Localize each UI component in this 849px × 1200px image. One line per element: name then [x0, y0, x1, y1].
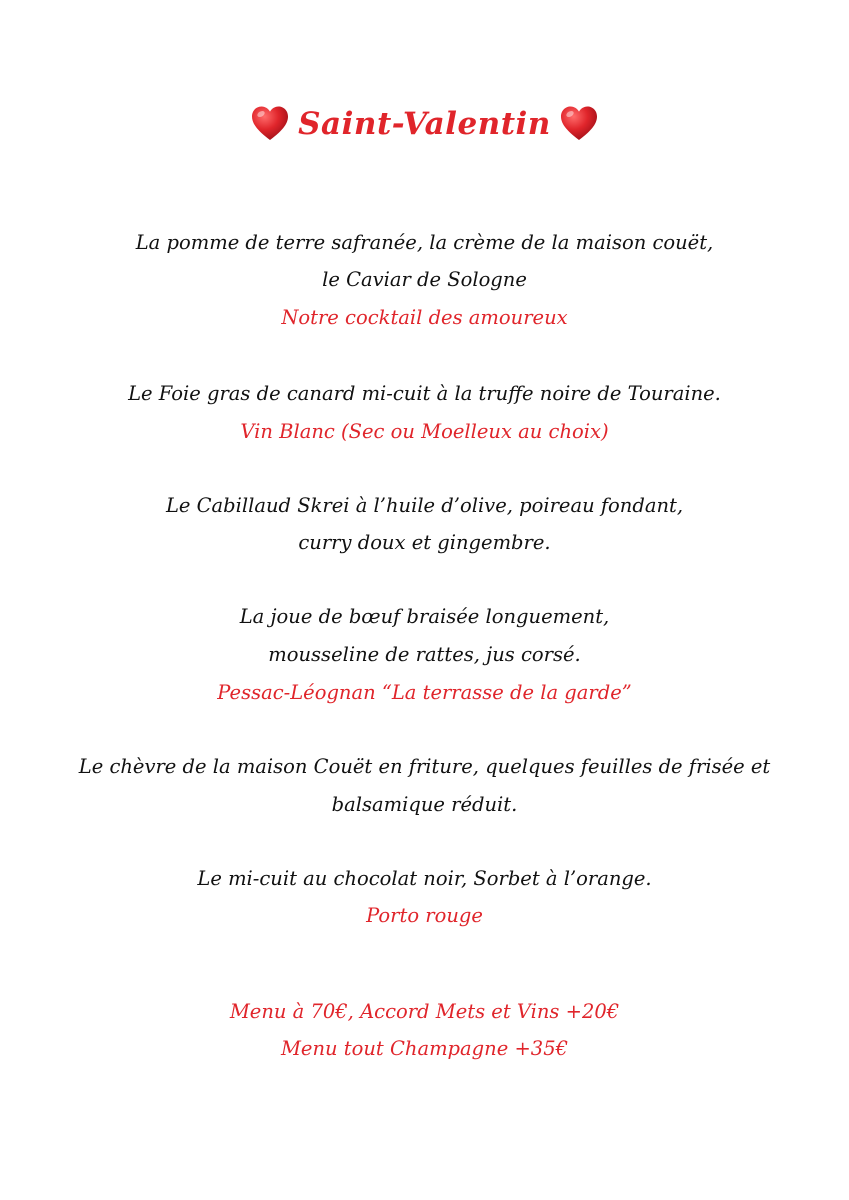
- red-heart-icon: [250, 104, 290, 144]
- red-heart-icon: [559, 104, 599, 144]
- course-1-line-2: le Caviar de Sologne: [322, 268, 527, 291]
- course-5-line-2: balsamique réduit.: [331, 793, 518, 816]
- course-5-line-1: Le chèvre de la maison Couët en friture, quelques feuilles de frisée et: [78, 755, 771, 778]
- menu-title-row: [0, 104, 849, 152]
- course-3-line-1: Le Cabillaud Skrei à l’huile d’olive, poireau fondant,: [165, 494, 684, 517]
- course-6-line-1: Le mi-cuit au chocolat noir, Sorbet à l’orange.: [197, 867, 652, 890]
- course-4-line-1: La joue de bœuf braisée longuement,: [239, 605, 610, 628]
- course-4-line-2: mousseline de rattes, jus corsé.: [268, 643, 581, 666]
- course-1-line-1: La pomme de terre safranée, la crème de la maison couët,: [135, 231, 714, 254]
- course-2-line-1: Le Foie gras de canard mi-cuit à la truffe noire de Touraine.: [128, 382, 721, 405]
- pricing-line-1: Menu à 70€, Accord Mets et Vins +20€: [229, 1000, 620, 1023]
- course-4-pairing: Pessac-Léognan “La terrasse de la garde”: [217, 681, 632, 704]
- menu-title: Saint-Valentin: [298, 106, 551, 142]
- pricing-line-2: Menu tout Champagne +35€: [280, 1037, 569, 1060]
- course-6-pairing: Porto rouge: [366, 904, 483, 927]
- course-3-line-2: curry doux et gingembre.: [298, 531, 551, 554]
- course-1-pairing: Notre cocktail des amoureux: [281, 306, 568, 329]
- course-2-pairing: Vin Blanc (Sec ou Moelleux au choix): [240, 420, 609, 443]
